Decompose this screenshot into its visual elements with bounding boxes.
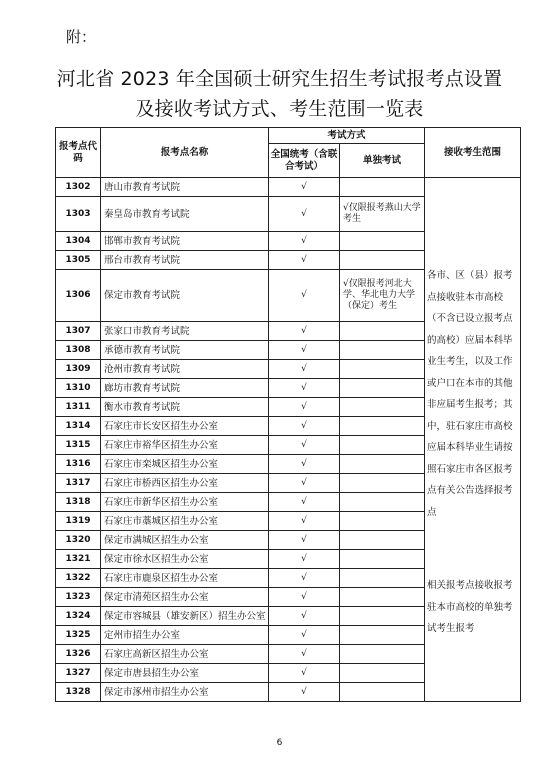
exam-site-table [55, 127, 521, 702]
table-body [56, 178, 521, 702]
unified-exam-check: √ [269, 251, 340, 270]
site-code: 1322 [56, 569, 101, 588]
separate-exam-cell [340, 493, 425, 512]
appendix-label: 附： [66, 28, 97, 46]
site-code: 1306 [56, 270, 101, 322]
table-row [56, 178, 521, 197]
site-code: 1321 [56, 550, 101, 569]
unified-exam-check: √ [269, 322, 340, 341]
unified-exam-check: √ [269, 197, 340, 232]
unified-exam-check: √ [269, 178, 340, 197]
site-code: 1319 [56, 512, 101, 531]
site-name: 保定市徐水区招生办公室 [101, 550, 269, 569]
site-name: 唐山市教育考试院 [101, 178, 269, 197]
site-code: 1320 [56, 531, 101, 550]
unified-exam-check: √ [269, 626, 340, 645]
site-name: 邯郸市教育考试院 [101, 232, 269, 251]
unified-exam-check: √ [269, 569, 340, 588]
separate-exam-cell [340, 645, 425, 664]
site-code: 1302 [56, 178, 101, 197]
site-name: 石家庄市裕华区招生办公室 [101, 436, 269, 455]
header-scope: 接收考生范围 [425, 128, 521, 178]
separate-exam-cell [340, 232, 425, 251]
separate-exam-cell [340, 531, 425, 550]
site-name: 保定市满城区招生办公室 [101, 531, 269, 550]
site-name: 石家庄高新区招生办公室 [101, 645, 269, 664]
unified-exam-check: √ [269, 341, 340, 360]
site-code: 1308 [56, 341, 101, 360]
separate-exam-cell [340, 569, 425, 588]
separate-exam-cell [340, 607, 425, 626]
unified-exam-check: √ [269, 360, 340, 379]
site-code: 1303 [56, 197, 101, 232]
unified-exam-check: √ [269, 588, 340, 607]
separate-exam-cell [340, 683, 425, 702]
separate-exam-cell [340, 664, 425, 683]
site-name: 保定市唐县招生办公室 [101, 664, 269, 683]
separate-exam-cell [340, 251, 425, 270]
site-name: 保定市涿州市招生办公室 [101, 683, 269, 702]
separate-exam-cell [340, 512, 425, 531]
separate-exam-cell: √仅限报考河北大学、华北电力大学（保定）考生 [340, 270, 425, 322]
site-name: 石家庄市长安区招生办公室 [101, 417, 269, 436]
unified-exam-check: √ [269, 531, 340, 550]
site-name: 张家口市教育考试院 [101, 322, 269, 341]
unified-exam-check: √ [269, 607, 340, 626]
unified-exam-check: √ [269, 645, 340, 664]
site-code: 1326 [56, 645, 101, 664]
site-code: 1311 [56, 398, 101, 417]
site-name: 沧州市教育考试院 [101, 360, 269, 379]
separate-exam-cell [340, 436, 425, 455]
site-code: 1327 [56, 664, 101, 683]
site-code: 1305 [56, 251, 101, 270]
unified-exam-check: √ [269, 550, 340, 569]
site-name: 定州市招生办公室 [101, 626, 269, 645]
site-code: 1316 [56, 455, 101, 474]
unified-exam-check: √ [269, 232, 340, 251]
site-name: 衡水市教育考试院 [101, 398, 269, 417]
site-name: 保定市容城县（雄安新区）招生办公室 [101, 607, 269, 626]
site-code: 1323 [56, 588, 101, 607]
site-code: 1328 [56, 683, 101, 702]
unified-exam-check: √ [269, 512, 340, 531]
site-code: 1307 [56, 322, 101, 341]
separate-exam-cell [340, 474, 425, 493]
separate-exam-cell [340, 178, 425, 197]
site-name: 石家庄市栾城区招生办公室 [101, 455, 269, 474]
header-code: 报考点代码 [56, 128, 101, 178]
unified-exam-check: √ [269, 474, 340, 493]
unified-exam-check: √ [269, 270, 340, 322]
header-name: 报考点名称 [101, 128, 269, 178]
scope-text-separate: 相关报考点接收报考驻本市高校的单独考试考生报考 [427, 580, 513, 634]
document-title-line-1: 河北省 2023 年全国硕士研究生招生考试报考点设置 [56, 68, 503, 90]
site-name: 石家庄市鹿泉区招生办公室 [101, 569, 269, 588]
separate-exam-cell: √仅限报考燕山大学考生 [340, 197, 425, 232]
separate-exam-cell [340, 398, 425, 417]
site-code: 1317 [56, 474, 101, 493]
page-number: 6 [276, 738, 283, 748]
site-name: 石家庄市新华区招生办公室 [101, 493, 269, 512]
scope-text-main: 各市、区（县）报考点接收驻本市高校（不含已设立报考点的高校）应届本科毕业生考生，以及工作或户口在本市的其他非应届考生报考；其中，驻石家庄市高校应届本科毕业生请按照石家庄市各区报考点有关公告选择报考点 [427, 270, 513, 518]
separate-exam-cell [340, 626, 425, 645]
site-code: 1310 [56, 379, 101, 398]
header-separate: 单独考试 [340, 144, 425, 178]
site-code: 1315 [56, 436, 101, 455]
separate-exam-cell [340, 417, 425, 436]
site-code: 1304 [56, 232, 101, 251]
header-exam-method: 考试方式 [269, 128, 425, 144]
site-name: 承德市教育考试院 [101, 341, 269, 360]
document-title-line-2: 及接收考试方式、考生范围一览表 [135, 98, 424, 120]
header-unified: 全国统考（含联合考试） [269, 144, 340, 178]
site-name: 保定市教育考试院 [101, 270, 269, 322]
site-code: 1324 [56, 607, 101, 626]
unified-exam-check: √ [269, 398, 340, 417]
separate-exam-cell [340, 360, 425, 379]
separate-exam-cell [340, 550, 425, 569]
unified-exam-check: √ [269, 455, 340, 474]
unified-exam-check: √ [269, 379, 340, 398]
site-code: 1325 [56, 626, 101, 645]
separate-exam-cell [340, 455, 425, 474]
scope-cell [425, 178, 521, 702]
site-name: 石家庄市桥西区招生办公室 [101, 474, 269, 493]
site-code: 1318 [56, 493, 101, 512]
site-name: 石家庄市藁城区招生办公室 [101, 512, 269, 531]
unified-exam-check: √ [269, 417, 340, 436]
unified-exam-check: √ [269, 436, 340, 455]
site-code: 1309 [56, 360, 101, 379]
site-name: 秦皇岛市教育考试院 [101, 197, 269, 232]
site-name: 邢台市教育考试院 [101, 251, 269, 270]
separate-exam-cell [340, 379, 425, 398]
site-code: 1314 [56, 417, 101, 436]
separate-exam-cell [340, 341, 425, 360]
unified-exam-check: √ [269, 683, 340, 702]
unified-exam-check: √ [269, 493, 340, 512]
site-name: 保定市清苑区招生办公室 [101, 588, 269, 607]
site-name: 廊坊市教育考试院 [101, 379, 269, 398]
separate-exam-cell [340, 322, 425, 341]
unified-exam-check: √ [269, 664, 340, 683]
separate-exam-cell [340, 588, 425, 607]
